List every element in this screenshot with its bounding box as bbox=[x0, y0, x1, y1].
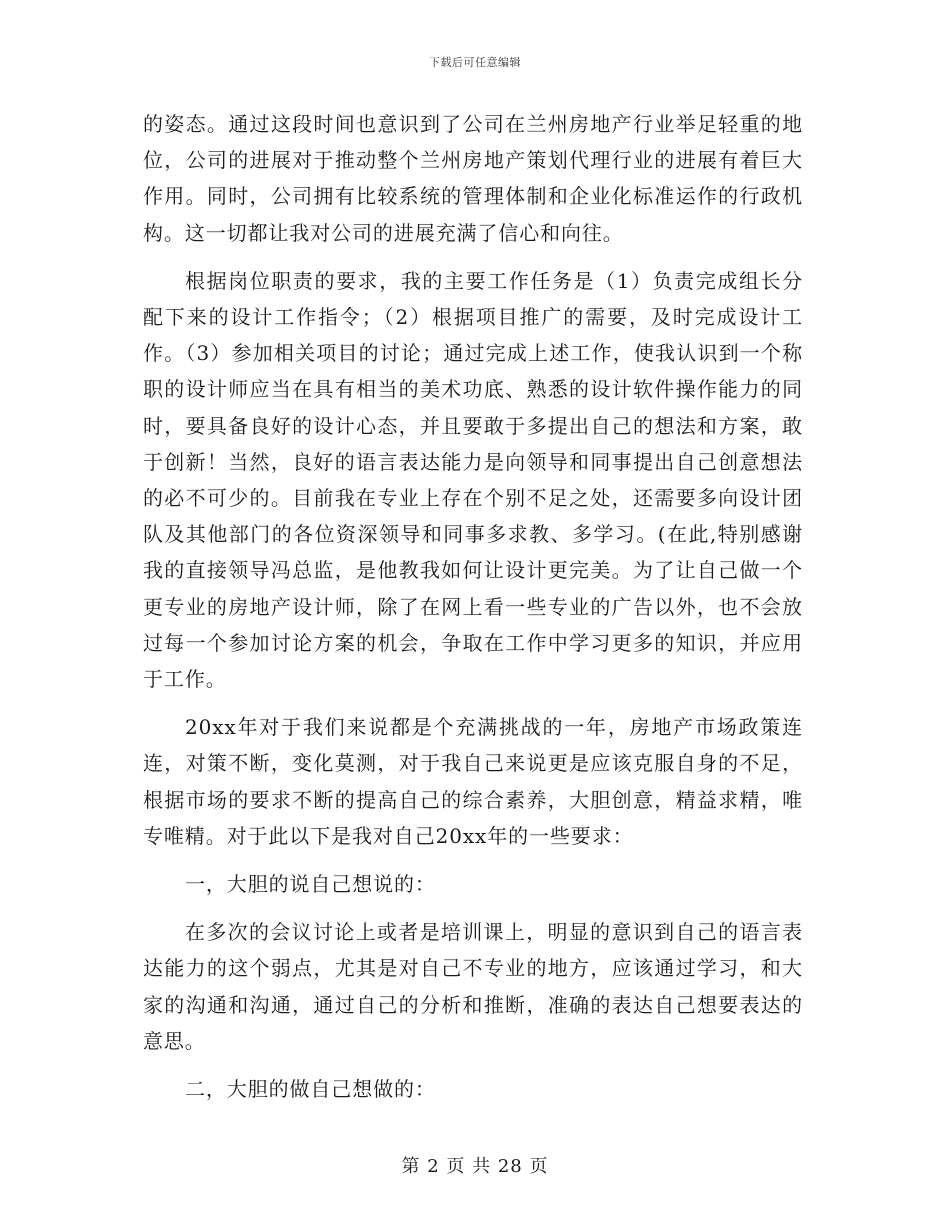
heading-item-one: 一，大胆的说自己想说的： bbox=[185, 872, 436, 897]
paragraph-continuation: 的姿态。通过这段时间也意识到了公司在兰州房地产行业举足轻重的地位，公司的进展对于推动整个兰州房地产策划代理行业的进展有着巨大作用。同时，公司拥有比较系统的管理体制和企业化标准运作的行政机构。这一切都让我对公司的进展充满了信心和向往。 bbox=[143, 112, 803, 245]
paragraph-item-one-detail: 在多次的会议讨论上或者是培训课上，明显的意识到自己的语言表达能力的这个弱点，尤其是对自己不专业的地方，应该通过学习，和大家的沟通和沟通，通过自己的分析和推断，准确的表达自己想要表达的意思。 bbox=[143, 920, 803, 1053]
document-body bbox=[143, 106, 803, 1107]
page-header-note: 下载后可任意编辑 bbox=[429, 56, 521, 69]
paragraph-year-outlook: 20xx年对于我们来说都是个充满挑战的一年，房地产市场政策连连，对策不断，变化莫测，对于我自己来说更是应该克服自身的不足，根据市场的要求不断的提高自己的综合素养，大胆创意，精益求精，唯专唯精。对于此以下是我对自己20xx年的一些要求： bbox=[143, 715, 803, 848]
paragraph-job-duties: 根据岗位职责的要求，我的主要工作任务是（1）负责完成组长分配下来的设计工作指令；（2）根据项目推广的需要，及时完成设计工作。（3）参加相关项目的讨论；通过完成上述工作，使我认识到一个称职的设计师应当在具有相当的美术功底、熟悉的设计软件操作能力的同时，要具备良好的设计心态，并且要敢于多提出自己的想法和方案，敢于创新！当然，良好的语言表达能力是向领导和同事提出自己创意想法的必不可少的。目前我在专业上存在个别不足之处，还需要多向设计团队及其他部门的各位资深领导和同事多求教、多学习。(在此,特别感谢我的直接领导冯总监，是他教我如何让设计更完美。为了让自己做一个更专业的房地产设计师，除了在网上看一些专业的广告以外，也不会放过每一个参加讨论方案的机会，争取在工作中学习更多的知识，并应用于工作。 bbox=[143, 268, 803, 692]
page-number: 第 2 页 共 28 页 bbox=[401, 1156, 549, 1177]
heading-item-two: 二，大胆的做自己想做的： bbox=[185, 1077, 436, 1102]
